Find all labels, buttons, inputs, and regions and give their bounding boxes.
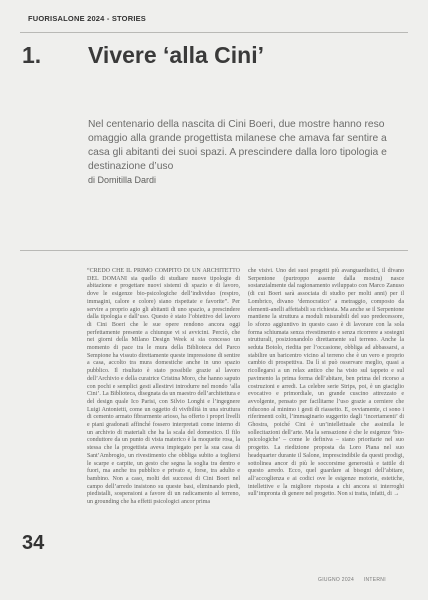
issue-date: GIUGNO 2024 bbox=[318, 577, 355, 583]
body-divider bbox=[20, 250, 408, 251]
body-text-left: “CREDO CHE IL PRIMO COMPITO DI UN ARCHITETTO DEL DOMANI sia quello di studiare nuove tipologie di abitazione e progettare nuovi sistemi di spazio e di lavoro, dove le esigenze bio-psicologiche dell’individuo (respiro, immagini, calore e colore) siano rispettate e favorite”. Per servire a proprio agio gli abitanti di uno spazio, a prescindere dalla tipologia e dall’uso. Questo è stato l’obiettivo del lavoro di Cini Boeri che le sue opere rendono ancora oggi perfettamente presente a chiunque vi si avvicini. Perciò, che nei giorni della Milano Design Week si sia concesso un momento di pace tra le mura della Biblioteca del Parco Sempione ha vissuto direttamente queste impressione di sentire a casa, accolto tra mura domestiche anche in uno spazio pubblico. Il risultato è stato possibile grazie al lavoro dell’Archivio e della curatrice Cristina Moro, che hanno saputo con pochi e semplici gesti allestirvi introdurre nel mondo ‘alla Cini’. La Biblioteca, disegnata da un maestro dell’architettura e del design quale Ico Parisi, con Silvio Longhi e l’ingegnere Luigi Antonietti, come un oggetto di vivibilità in una struttura di cemento armato fibrarmente arioso, ha offerto i propri livelli e piani gradonati affinché fossero interpretati come interno di un archivio di materiali che ha la scala del domestico. Il filo conduttore da un punto di vista materico è la moquette rosa, la stessa che la progettista aveva impiegato per la sua casa di Sant’Ambrogio, un rivestimento che obbliga subito a togliersi le scarpe e carpite, un gesto che segna la soglia tra dentro e fuori, ma anche tra pubblico e privato e, forse, tra adulto e bambino. Non a caso, molti dei successi di Cini Boeri nel campo dell’arredo insistono su queste basi, eliminando piedi, piedistalli, sospensioni a favore di un radicamento al terreno, un grounding che ha effetti psicologici ancor prima bbox=[87, 268, 240, 506]
article-title: Vivere ‘alla Cini’ bbox=[88, 42, 265, 68]
body-column-left bbox=[87, 268, 240, 507]
running-footer bbox=[318, 577, 394, 583]
magazine-name: INTERNI bbox=[363, 577, 386, 583]
article-number: 1. bbox=[22, 42, 42, 68]
article-lede: Nel centenario della nascita di Cini Boeri, due mostre hanno reso omaggio alla grande progettista milanese che amava far sentire a casa gli abitanti dei suoi spazi. A prescindere dalla loro tipologia e destinazione d’uso bbox=[88, 119, 387, 172]
page-number: 34 bbox=[22, 532, 45, 554]
header-divider bbox=[20, 32, 408, 33]
section-label: FUORISALONE 2024 - STORIES bbox=[28, 14, 147, 23]
body-column-right bbox=[248, 268, 404, 499]
body-text-right: che visivi. Uno dei suoi progetti più avanguardistici, il divano Serpentone (purtroppo assente dalla mostra) nasce sostanzialmente dal ragionamento sviluppato con Marco Zanuso (di cui Boeri sarà associata di studio per molti anni) per il Lombrico, divano ‘democratico’ a metraggio, composto da elementi-anelli affettabili su richiesta. Ma anche se il Serpentone mantiene la struttura a moduli misurabili del suo predecessore, lo sforzo aggiuntivo in questo caso è di lavorare con la sola forma schiumata senza rivestimento e senza ricorrere a sostegni strutturali, posizionandolo direttamente sul terreno. Anche la seduta Botolo, riedita per l’occasione, obbliga ad abbassarsi, a stabilire un baricentro vicino al terreno che è un vero e proprio cambio di prospettiva. Da lì si può osservare meglio, quasi a ricollegarsi a un relax antico che ha visto sul tappeto e sul pavimento la prima forma dell’abitare, ben prima del ricorso a costruzioni e arredi. La celebre serie Strips, poi, è un giaciglio evocativo e primordiale, un grande cuscino attrezzato e avvolgente, pensato per facilitarne l’uso grazie a cerniere che riducono al minimo i gesti di riassetto. E, ovviamente, ci sono i riferimenti colti, l’immaginario suggerito dagli ‘incertamenti’ di Ghostra, poiché Cini è un’intellettuale che assimila le sollecitazioni dell’arte. Ma la sensazione è che le esigenze ‘bio-psicologiche’ – come le definiva – siano prioritarie nel suo progetto. La riedizione proposta da Loro Piana nel suo headquarter durante il Salone, imprescindibile da questi prodigi, sottolinea ancor di più le soccorsime generosità e tattile di questo arredo. Ecco, quel guardare ai bisogni dell’abitare, all’accoglienza e ai codici ove le esigenze motorie, estetiche, intellettive e la migliore risposta a chi ancora si interroghi sull’impronta di genere nel progetto. Non si tratta, infatti, di → bbox=[248, 268, 404, 498]
article-byline: di Domitilla Dardi bbox=[88, 175, 157, 185]
